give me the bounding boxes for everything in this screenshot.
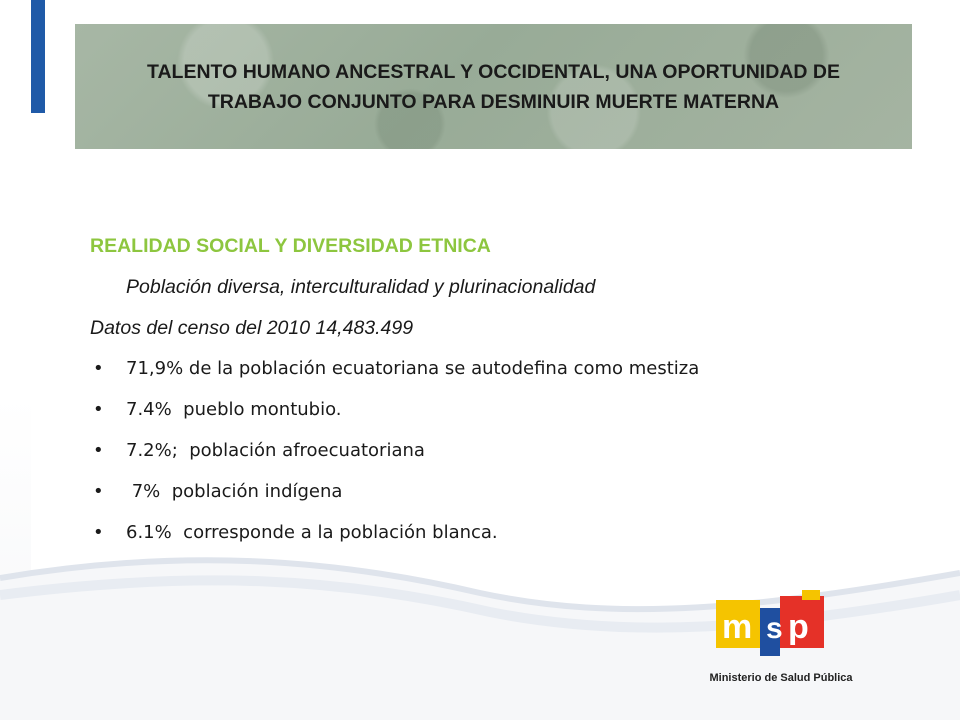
blue-accent-bar (31, 0, 45, 113)
bullet-icon: • (93, 399, 104, 420)
logo-yellow-notch (802, 590, 820, 600)
slide-title: TALENTO HUMANO ANCESTRAL Y OCCIDENTAL, UNA OPORTUNIDAD DE TRABAJO CONJUNTO PARA DESMINUIR MUERTE MATERNA (147, 60, 840, 113)
list-item (90, 392, 890, 428)
census-line: Datos del censo del 2010 14,483.499 (90, 317, 414, 339)
list-item (90, 474, 890, 510)
section-heading: REALIDAD SOCIAL Y DIVERSIDAD ETNICA (90, 235, 491, 257)
subtitle: Población diversa, interculturalidad y plurinacionalidad (126, 276, 596, 298)
stat-value: 71,9% (126, 358, 184, 379)
stat-value: 6.1% (126, 522, 172, 543)
logo-caption: Ministerio de Salud Pública (709, 672, 853, 684)
logo-letter-s: s (766, 612, 783, 645)
list-item (90, 433, 890, 469)
list-item (90, 351, 890, 387)
stat-value: 7.4% (126, 399, 172, 420)
stat-value: 7% (126, 481, 161, 502)
bullet-icon: • (93, 522, 104, 543)
logo-letter-m: m (722, 608, 753, 646)
stat-text: población afroecuatoriana (177, 440, 425, 461)
stat-text: población indígena (160, 481, 343, 502)
stat-value: 7.2%; (126, 440, 178, 461)
bullet-icon: • (93, 358, 104, 379)
stat-text: de la población ecuatoriana se autodefina como mestiza (183, 358, 700, 379)
bullet-icon: • (93, 440, 104, 461)
stats-list (90, 351, 890, 551)
stat-text: corresponde a la población blanca. (171, 522, 498, 543)
bullet-icon: • (93, 481, 104, 502)
logo-letter-p: p (788, 608, 809, 646)
title-band (75, 24, 912, 149)
slide-content (90, 228, 890, 556)
stat-text: pueblo montubio. (171, 399, 342, 420)
